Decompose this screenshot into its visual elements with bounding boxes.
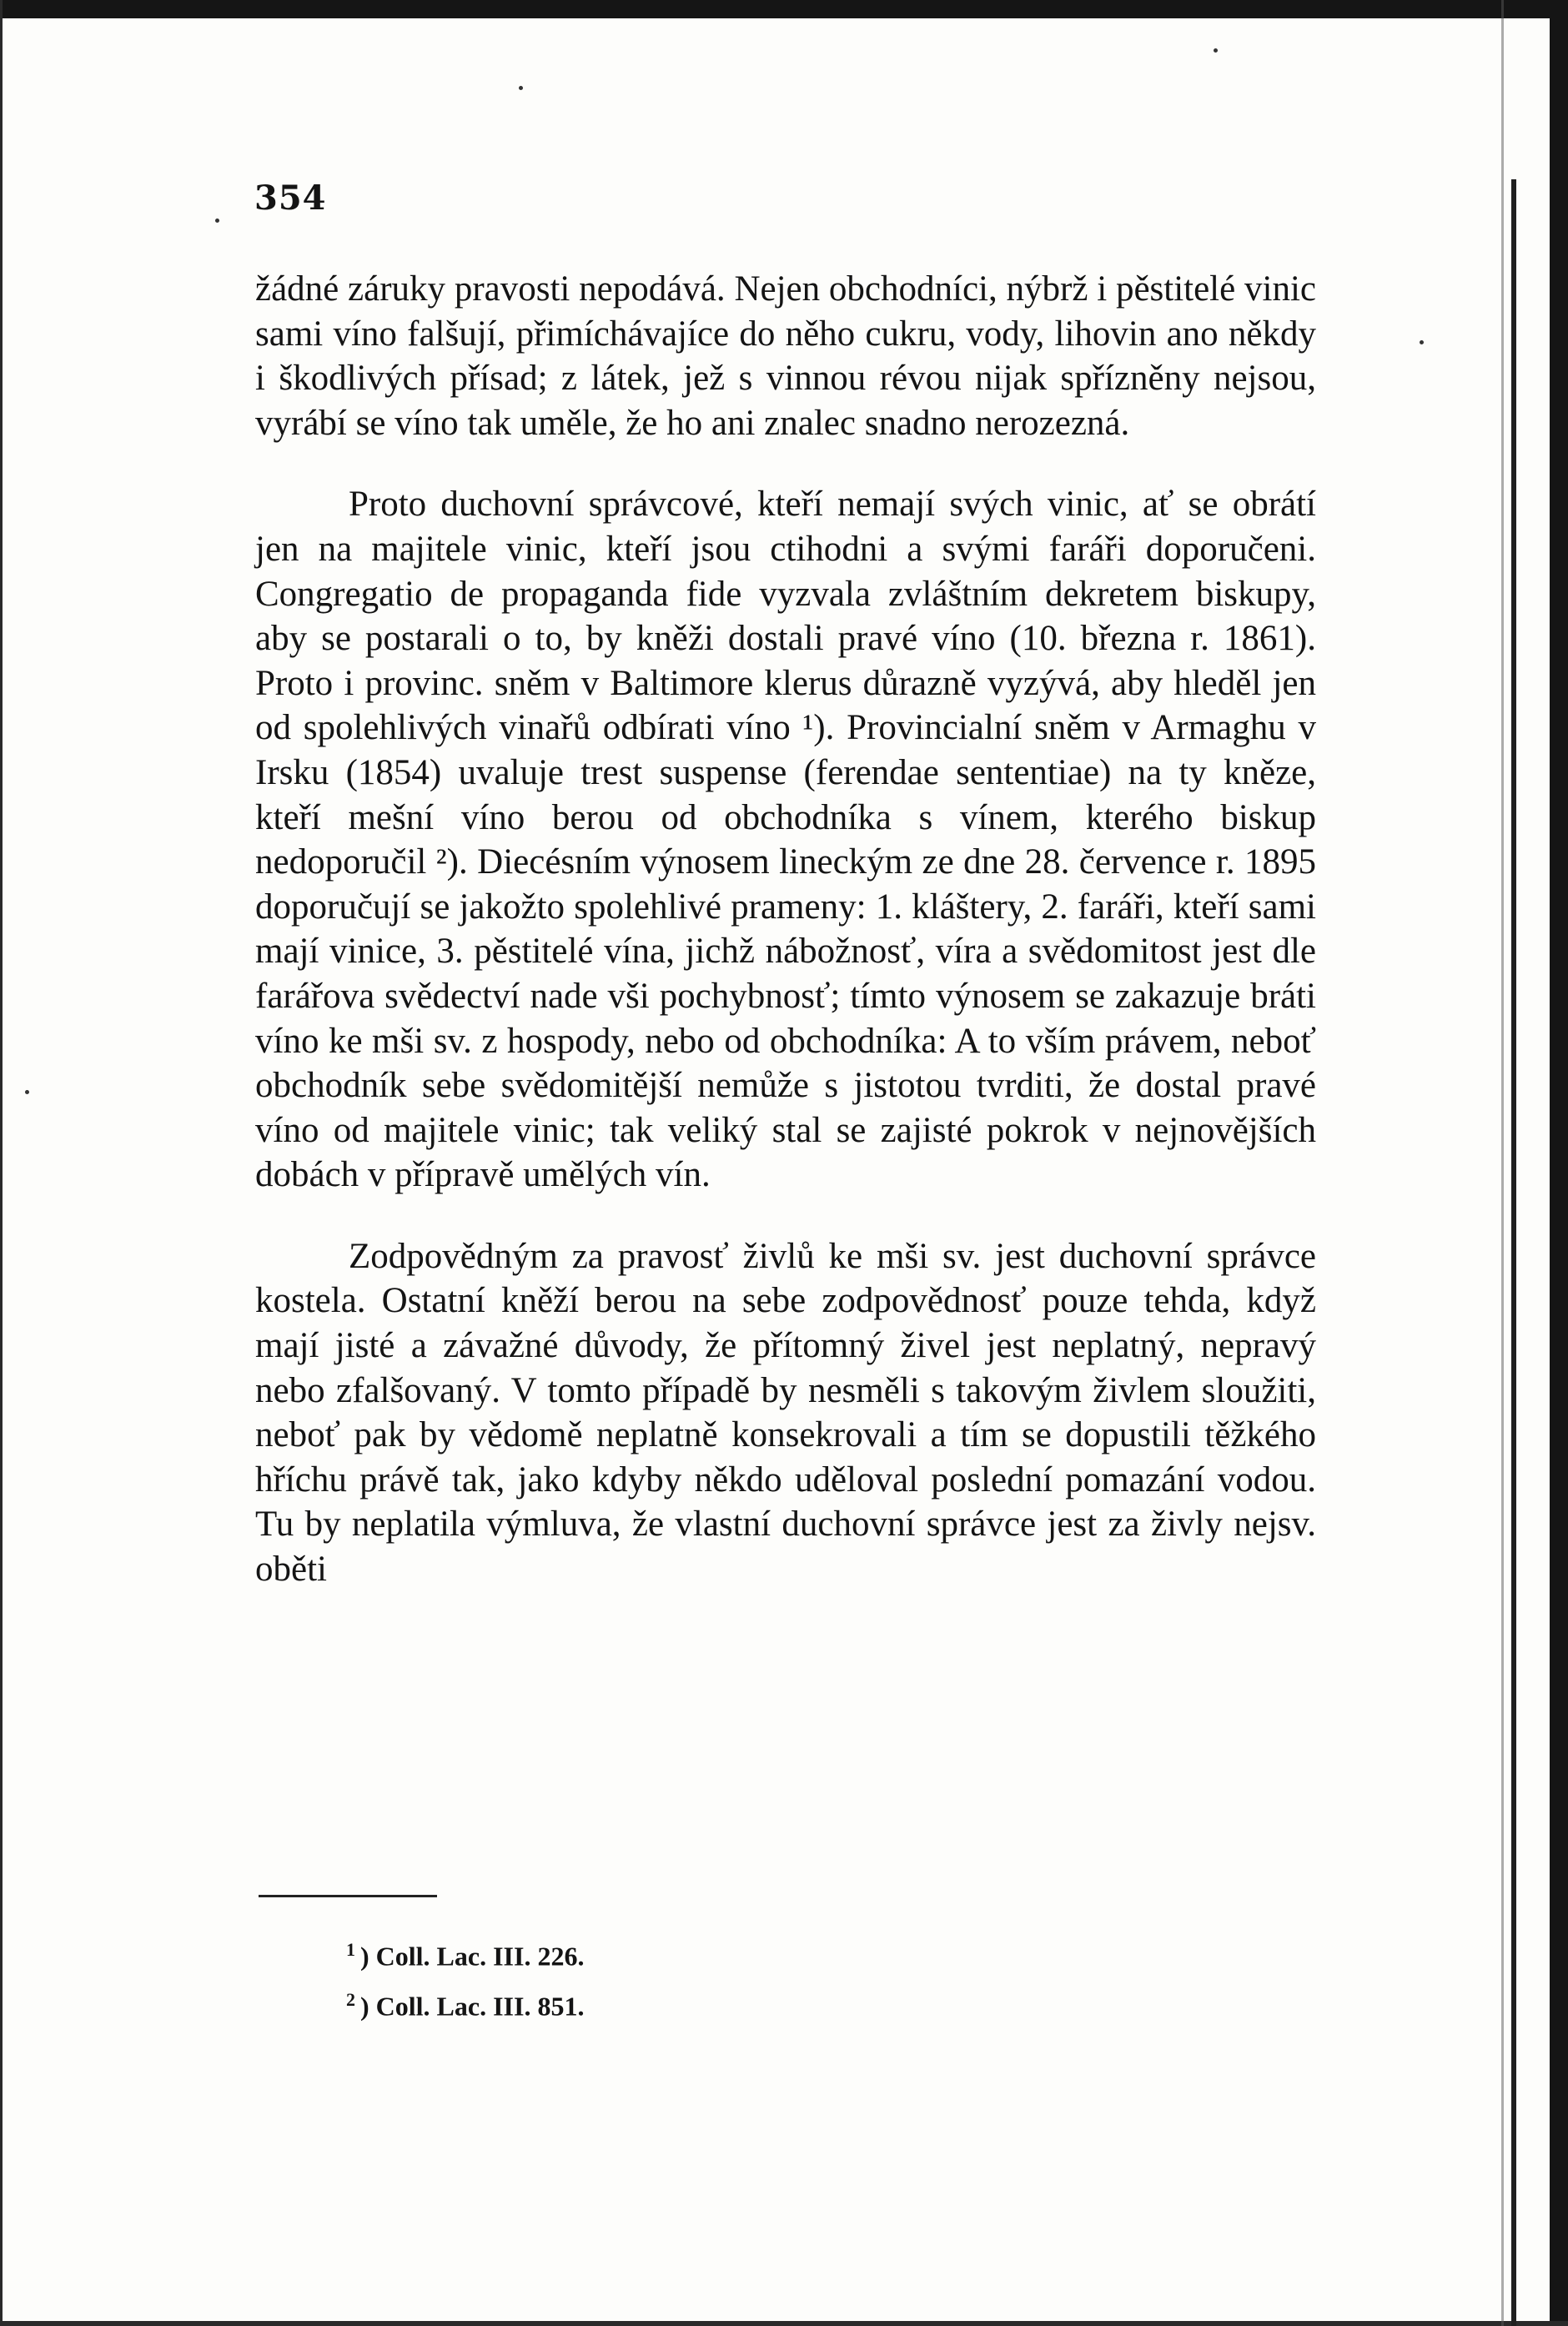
scan-edge-left — [0, 0, 3, 2326]
footnote-mark: 1 — [346, 1939, 355, 1960]
paragraph-1: žádné záruky pravosti nepodává. Nejen obchodníci, nýbrž i pěstitelé vinic sami víno falšují, přimíchávajíce do něho cukru, vody, lihovin ano někdy i škodlivých přísad; z látek, jež s vinnou révou nijak spřízněny nejsou, vyrábí se víno tak uměle, že ho ani znalec snadno nerozezná. — [255, 269, 1316, 443]
footnote-divider — [259, 1895, 437, 1897]
paragraph-2: Proto duchovní správcové, kteří nemají svých vinic, ať se obrátí jen na majitele vinic, kteří jsou ctihodni a svými faráři doporučeni. Congregatio de propaganda fide vyzvala zvláštním dekretem biskupy, aby se postarali o to, by kněži dostali pravé víno (10. března r. 1861). Proto i provinc. sněm v Baltimore klerus důrazně vyzývá, aby hleděl jen od spolehlivých vinařů odbírati víno ¹). Provincialní sněm v Armaghu v Irsku (1854) uvaluje trest suspense (ferendae sententiae) na ty kněze, kteří mešní víno berou od obchodníka s vínem, kterého biskup nedoporučil ²). Diecésním výnosem lineckým ze dne 28. července r. 1895 doporučují se jakožto spolehlivé prameny: 1. kláštery, 2. faráři, kteří sami mají vinice, 3. pěstitelé vína, jichž nábožnosť, víra a svědomitost jest dle farářova svědectví nade vši pochybnosť; tímto výnosem se zakazuje bráti víno ke mši sv. z hospody, nebo od obchodníka: A to vším právem, neboť obchodník sebe svědomitější nemůže s jistotou tvrditi, že dostal pravé víno od majitele vinic; tak veliký stal se zajisté pokrok v nejnovějších dobách v přípravě umělých vín. — [255, 485, 1316, 1195]
footnote-1: $^1$ ) Coll. Lac. III. 226. — [346, 1939, 585, 1972]
book-gutter-shadow — [1501, 0, 1504, 2326]
scan-edge-top — [0, 0, 1568, 18]
footnote-2: $^2$ ) Coll. Lac. III. 851. — [346, 1988, 585, 2022]
paragraph-3: Zodpovědným za pravosť živlů ke mši sv. jest duchovní správce kostela. Ostatní kněží berou na sebe zodpovědnosť pouze tehda, když mají jisté a závažné důvody, že přítomný živel jest neplatný, nepravý nebo zfalšovaný. V tomto případě by nesměli s takovým živlem sloužiti, neboť pak by vědomě neplatně konsekrovali a tím se dopustili těžkého hříchu právě tak, jako kdyby někdo uděloval poslední pomazání vodou. Tu by neplatila výmluva, že vlastní duchovní správce jest za živly nejsv. oběti — [255, 1236, 1316, 1590]
scan-speck — [1214, 48, 1218, 53]
footnotes — [346, 1928, 584, 2027]
scan-speck — [519, 86, 523, 90]
footnote-text: Coll. Lac. III. 226. — [375, 1941, 585, 1972]
scan-edge-bottom — [0, 2321, 1568, 2326]
scan-speck — [25, 1090, 29, 1094]
body-text — [255, 267, 1316, 1592]
book-gutter-line — [1511, 179, 1516, 2326]
scan-speck — [1420, 340, 1424, 344]
page-number: 354 — [254, 178, 327, 218]
scan-edge-right — [1550, 0, 1568, 2326]
scan-speck — [215, 219, 219, 223]
footnote-text: Coll. Lac. III. 851. — [375, 1991, 585, 2022]
footnote-mark: 2 — [346, 1988, 355, 2010]
